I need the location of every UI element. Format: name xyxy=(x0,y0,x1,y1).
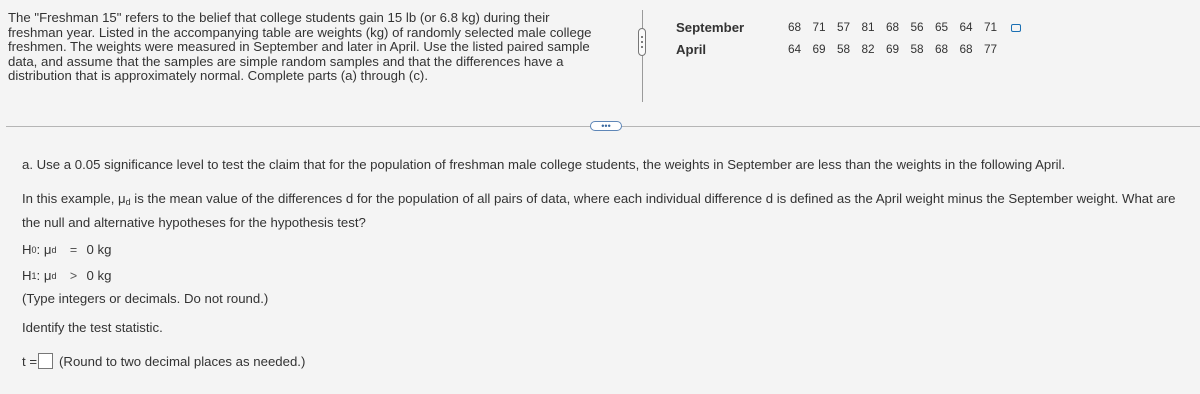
part-a-question: a. Use a 0.05 significance level to test the claim that for the population of freshman male college students, the weights in September are less than the weights in the following April. xyxy=(22,157,1066,172)
prompt-text-end: is the mean value of the differences d for the population of all pairs of data, where each individual difference d is defined as the April weight minus the September weight. What are the null and alternative hypotheses for the hypothesis test? xyxy=(22,191,1176,230)
copy-icon[interactable] xyxy=(1011,24,1021,32)
expand-button[interactable]: ••• xyxy=(590,121,622,131)
table-cell: 57 xyxy=(837,20,851,34)
panel-divider xyxy=(642,10,643,102)
h1-operator[interactable]: > xyxy=(69,268,78,283)
null-hypothesis xyxy=(22,242,111,257)
table-cell: 69 xyxy=(886,42,900,56)
h1-label: H xyxy=(22,268,32,283)
data-table xyxy=(676,16,1021,60)
h0-mu-subscript: d xyxy=(51,244,57,255)
row-label-september: September xyxy=(676,19,745,35)
h0-mu: : μ xyxy=(36,242,52,257)
t-answer-input[interactable] xyxy=(38,353,53,369)
identify-statistic: Identify the test statistic. xyxy=(22,320,163,335)
table-cell: 64 xyxy=(959,20,973,34)
problem-intro: The "Freshman 15" refers to the belief that college students gain 15 lb (or 6.8 kg) during their freshman year. Listed in the accompanying table are weights (kg) of randomly selected male college freshmen. The weights were measured in September and later in April. Use the listed paired sample data, and assume that the samples are simple random samples and that the differences have a distribution that is approximately normal. Complete parts (a) through (c). xyxy=(8,10,592,84)
h0-subscript: 0 xyxy=(31,244,37,255)
h1-mu-subscript: d xyxy=(51,270,57,281)
table-cell: 58 xyxy=(837,42,851,56)
h1-subscript: 1 xyxy=(31,270,37,281)
table-cell: 71 xyxy=(812,20,826,34)
h0-value[interactable]: 0 kg xyxy=(86,242,112,257)
table-cell: 81 xyxy=(861,20,875,34)
row-label-april: April xyxy=(676,41,707,57)
t-label: t = xyxy=(22,353,38,369)
table-row xyxy=(676,38,1021,60)
round-note: (Round to two decimal places as needed.) xyxy=(59,353,306,369)
table-cell: 56 xyxy=(910,20,924,34)
table-cell: 64 xyxy=(788,42,802,56)
table-cell: 58 xyxy=(910,42,924,56)
table-cell: 71 xyxy=(984,20,998,34)
resize-handle[interactable] xyxy=(638,28,646,56)
prompt-text-start: In this example, μ xyxy=(22,191,126,206)
table-cell: 68 xyxy=(788,20,802,34)
table-cell: 82 xyxy=(861,42,875,56)
h0-label: H xyxy=(22,242,32,257)
table-cell: 68 xyxy=(959,42,973,56)
table-cell: 68 xyxy=(935,42,949,56)
h0-operator[interactable]: = xyxy=(69,242,78,257)
table-cell: 65 xyxy=(935,20,949,34)
t-statistic-row xyxy=(22,353,305,369)
table-cell: 68 xyxy=(886,20,900,34)
table-row xyxy=(676,16,1021,38)
h1-mu: : μ xyxy=(36,268,52,283)
type-note: (Type integers or decimals. Do not round.) xyxy=(22,291,269,306)
table-cell: 69 xyxy=(812,42,826,56)
mu-subscript: d xyxy=(125,197,131,207)
alternative-hypothesis xyxy=(22,268,111,283)
table-cell: 77 xyxy=(984,42,998,56)
h1-value[interactable]: 0 kg xyxy=(86,268,112,283)
hypothesis-prompt xyxy=(22,189,1192,232)
